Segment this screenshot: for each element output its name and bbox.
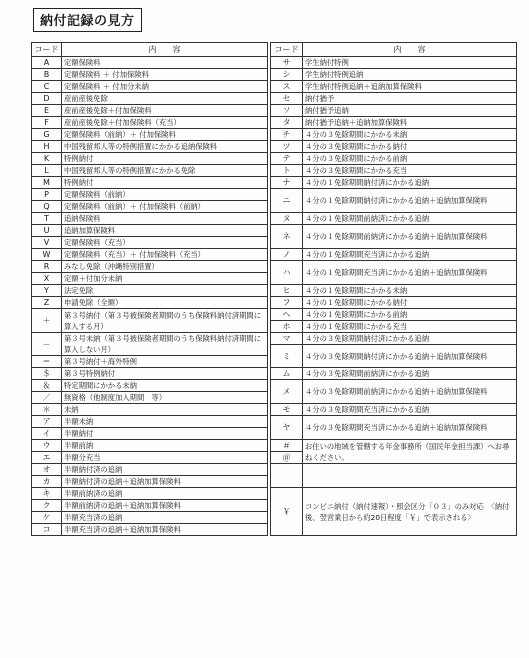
left-code-header: コード xyxy=(32,43,62,57)
desc-cell: 納付猶予追納 xyxy=(303,105,517,117)
code-cell: ／ xyxy=(32,392,62,404)
code-cell: F xyxy=(32,117,62,129)
desc-cell: 定額保険料（前納）＋ 付加保険料（前納） xyxy=(62,201,268,213)
code-cell: ￥ xyxy=(271,488,303,536)
code-cell: エ xyxy=(32,452,62,464)
code-cell: シ xyxy=(271,69,303,81)
table-row xyxy=(32,81,517,93)
desc-cell: ４分の３免除期間にかかる充当 xyxy=(303,165,517,177)
table-row xyxy=(32,297,517,309)
table-row xyxy=(32,225,517,237)
code-cell: ア xyxy=(32,416,62,428)
desc-cell: 未納 xyxy=(62,404,268,416)
desc-cell: 無資格（他制度加入期間 等） xyxy=(62,392,268,404)
code-cell: T xyxy=(32,213,62,225)
code-cell: ハ xyxy=(271,261,303,285)
desc-cell: 定額保険料 ＋ 付加分未納 xyxy=(62,81,268,93)
table-row xyxy=(32,141,517,153)
table-row xyxy=(32,285,517,297)
code-cell: ニ xyxy=(271,189,303,213)
code-cell: ＋ xyxy=(32,309,62,333)
desc-cell: 半額前納済の追納＋追納加算保険料 xyxy=(62,500,268,512)
table-row xyxy=(32,440,517,452)
table-header-row xyxy=(32,43,517,57)
desc-cell: 定額保険料（前納）＋ 付加保険料 xyxy=(62,129,268,141)
desc-cell: 定額保険料（充当） xyxy=(62,237,268,249)
code-cell: オ xyxy=(32,464,62,476)
desc-cell: 半額納付済の追納 xyxy=(62,464,268,476)
desc-cell: 追納保険料 xyxy=(62,213,268,225)
desc-cell: 特例納付 xyxy=(62,153,268,165)
table-row xyxy=(32,416,517,428)
code-cell: V xyxy=(32,237,62,249)
code-cell: カ xyxy=(32,476,62,488)
desc-cell: 第３号特例納付 xyxy=(62,368,268,380)
desc-cell: ４分の１免除期間充当済にかかる追納＋追納加算保険料 xyxy=(303,261,517,285)
code-cell: ヌ xyxy=(271,213,303,225)
code-cell: Y xyxy=(32,285,62,297)
code-cell: － xyxy=(32,333,62,356)
table-row xyxy=(32,249,517,261)
code-cell: フ xyxy=(271,297,303,309)
table-row xyxy=(32,57,517,69)
desc-cell: ４分の３免除期間にかかる前納 xyxy=(303,153,517,165)
desc-cell: 学生納付特例追納 xyxy=(303,69,517,81)
code-cell: X xyxy=(32,273,62,285)
code-cell: ツ xyxy=(271,141,303,153)
code-cell: ＝ xyxy=(32,356,62,368)
desc-cell: ４分の３免除期間納付済にかかる追納＋追納加算保険料 xyxy=(303,345,517,368)
code-cell: イ xyxy=(32,428,62,440)
desc-cell: ４分の１免除期間前納済にかかる追納 xyxy=(303,213,517,225)
code-cell: ノ xyxy=(271,249,303,261)
code-cell: ＃ xyxy=(271,440,303,452)
code-cell: ホ xyxy=(271,321,303,333)
desc-cell: 産前産後免除＋付加保険料（充当） xyxy=(62,117,268,129)
table-row xyxy=(32,261,517,273)
code-cell: モ xyxy=(271,404,303,416)
code-cell: コ xyxy=(32,524,62,536)
left-content-header: 内 容 xyxy=(62,43,268,57)
code-cell: マ xyxy=(271,333,303,345)
code-cell: テ xyxy=(271,153,303,165)
desc-cell: 定額保険料 xyxy=(62,57,268,69)
desc-cell: みなし免除（沖縄特別措置） xyxy=(62,261,268,273)
code-cell: C xyxy=(32,81,62,93)
page-title: 納付記録の見方 xyxy=(33,8,142,32)
code-cell: セ xyxy=(271,93,303,105)
code-cell: ウ xyxy=(32,440,62,452)
desc-cell: 定額保険料（充当）＋ 付加保険料（充当） xyxy=(62,249,268,261)
desc-cell: 第３号未納（第３号被保険者期間のうち保険料納付済期間に算入しない月） xyxy=(62,333,268,356)
code-cell: P xyxy=(32,189,62,201)
desc-cell: 学生納付特例追納＋追納加算保険料 xyxy=(303,81,517,93)
desc-cell: ４分の１免除期間前納済にかかる追納＋追納加算保険料 xyxy=(303,225,517,249)
code-cell: ク xyxy=(32,500,62,512)
code-cell: Z xyxy=(32,297,62,309)
desc-cell: ４分の１免除期間充当済にかかる追納 xyxy=(303,249,517,261)
code-cell: ＊ xyxy=(32,404,62,416)
table-row xyxy=(32,93,517,105)
code-cell: ヒ xyxy=(271,285,303,297)
code-cell: キ xyxy=(32,488,62,500)
code-cell: ＠ xyxy=(271,452,303,464)
code-cell: M xyxy=(32,177,62,189)
desc-cell: 中国残留邦人等の特例措置にかかる追納保険料 xyxy=(62,141,268,153)
desc-cell: ４分の３免除期間にかかる未納 xyxy=(303,129,517,141)
desc-cell: ４分の３免除期間にかかる納付 xyxy=(303,141,517,153)
table-row xyxy=(32,153,517,165)
desc-cell: 追納加算保険料 xyxy=(62,225,268,237)
table-row xyxy=(32,189,517,201)
code-cell: D xyxy=(32,93,62,105)
desc-cell: ４分の３免除期間充当済にかかる追納＋追納加算保険料 xyxy=(303,416,517,440)
code-cell: ＆ xyxy=(32,380,62,392)
code-cell: チ xyxy=(271,129,303,141)
payment-record-legend-table xyxy=(31,42,517,536)
desc-cell: 半額充当済の追納 xyxy=(62,512,268,524)
code-cell: ＄ xyxy=(32,368,62,380)
desc-cell: 納付猶予 xyxy=(303,93,517,105)
desc-cell: 学生納付特例 xyxy=(303,57,517,69)
desc-cell: ４分の３免除期間前納済にかかる追納 xyxy=(303,368,517,380)
desc-cell: 半額前納済の追納 xyxy=(62,488,268,500)
code-cell: H xyxy=(32,141,62,153)
right-content-header: 内 容 xyxy=(303,43,517,57)
code-cell: ト xyxy=(271,165,303,177)
code-cell: E xyxy=(32,105,62,117)
code-cell: ナ xyxy=(271,177,303,189)
code-cell: タ xyxy=(271,117,303,129)
table-row xyxy=(32,333,517,345)
desc-cell: 半額納付 xyxy=(62,428,268,440)
code-cell: メ xyxy=(271,380,303,404)
table-row xyxy=(32,368,517,380)
table-row xyxy=(32,464,517,476)
desc-cell: 特定期間にかかる未納 xyxy=(62,380,268,392)
code-cell: A xyxy=(32,57,62,69)
code-cell: ス xyxy=(271,81,303,93)
table-row xyxy=(32,105,517,117)
desc-cell: 特例納付 xyxy=(62,177,268,189)
table-row xyxy=(32,488,517,500)
desc-cell: 半額充当済の追納＋追納加算保険料 xyxy=(62,524,268,536)
table-row xyxy=(32,129,517,141)
desc-cell: ４分の１免除期間にかかる前納 xyxy=(303,309,517,321)
desc-cell: コンビニ納付（納付速報）・照会区分「０３」のみ対応 〈納付後、翌営業日から約20日程度「￥」で表示される〉 xyxy=(303,488,517,536)
desc-cell: 定額保険料 ＋ 付加保険料 xyxy=(62,69,268,81)
desc-cell: ４分の１免除期間にかかる納付 xyxy=(303,297,517,309)
table-row xyxy=(32,165,517,177)
desc-cell: ４分の１免除期間にかかる未納 xyxy=(303,285,517,297)
desc-cell: 半額納付済の追納＋追納加算保険料 xyxy=(62,476,268,488)
desc-cell: 第３号納付＋海外特例 xyxy=(62,356,268,368)
desc-cell: 定額保険料（前納） xyxy=(62,189,268,201)
desc-cell: 半額前納 xyxy=(62,440,268,452)
desc-cell: ４分の３免除期間充当済にかかる追納 xyxy=(303,404,517,416)
desc-cell: ４分の３免除期間納付済にかかる追納 xyxy=(303,333,517,345)
code-cell: ケ xyxy=(32,512,62,524)
code-cell: ヘ xyxy=(271,309,303,321)
code-cell: L xyxy=(32,165,62,177)
code-cell: ネ xyxy=(271,225,303,249)
desc-cell: ４分の１免除期間納付済にかかる追納 xyxy=(303,177,517,189)
desc-cell: 申請免除（全額） xyxy=(62,297,268,309)
code-cell: Q xyxy=(32,201,62,213)
code-cell: R xyxy=(32,261,62,273)
desc-cell: 納付猶予追納＋追納加算保険料 xyxy=(303,117,517,129)
code-cell: サ xyxy=(271,57,303,69)
desc-cell: 産前産後免除＋付加保険料 xyxy=(62,105,268,117)
code-cell xyxy=(271,464,303,488)
desc-cell: 定額＋付加分未納 xyxy=(62,273,268,285)
desc-cell: ４分の１免除期間納付済にかかる追納＋追納加算保険料 xyxy=(303,189,517,213)
code-cell: K xyxy=(32,153,62,165)
code-cell: ソ xyxy=(271,105,303,117)
table-row xyxy=(32,177,517,189)
code-cell: ミ xyxy=(271,345,303,368)
desc-cell: ４分の１免除期間にかかる充当 xyxy=(303,321,517,333)
code-cell: U xyxy=(32,225,62,237)
code-cell: ム xyxy=(271,368,303,380)
desc-cell: 法定免除 xyxy=(62,285,268,297)
code-cell: ヤ xyxy=(271,416,303,440)
desc-cell: ４分の３免除期間前納済にかかる追納＋追納加算保険料 xyxy=(303,380,517,404)
code-cell: B xyxy=(32,69,62,81)
table-row xyxy=(32,309,517,321)
desc-cell xyxy=(303,464,517,488)
table-row xyxy=(32,404,517,416)
code-cell: G xyxy=(32,129,62,141)
desc-cell: 半額未納 xyxy=(62,416,268,428)
table-row xyxy=(32,117,517,129)
desc-cell: 第３号納付（第３号被保険者期間のうち保険料納付済期間に算入する月） xyxy=(62,309,268,333)
desc-cell: 産前産後免除 xyxy=(62,93,268,105)
code-cell: W xyxy=(32,249,62,261)
desc-cell: 中国残留邦人等の特例措置にかかる免除 xyxy=(62,165,268,177)
right-code-header: コード xyxy=(271,43,303,57)
table-row xyxy=(32,213,517,225)
desc-cell: お住いの地域を管轄する年金事務所（国民年金担当課）へお尋ねください。 xyxy=(303,440,517,464)
desc-cell: 半額分充当 xyxy=(62,452,268,464)
table-row xyxy=(32,380,517,392)
table-row xyxy=(32,69,517,81)
